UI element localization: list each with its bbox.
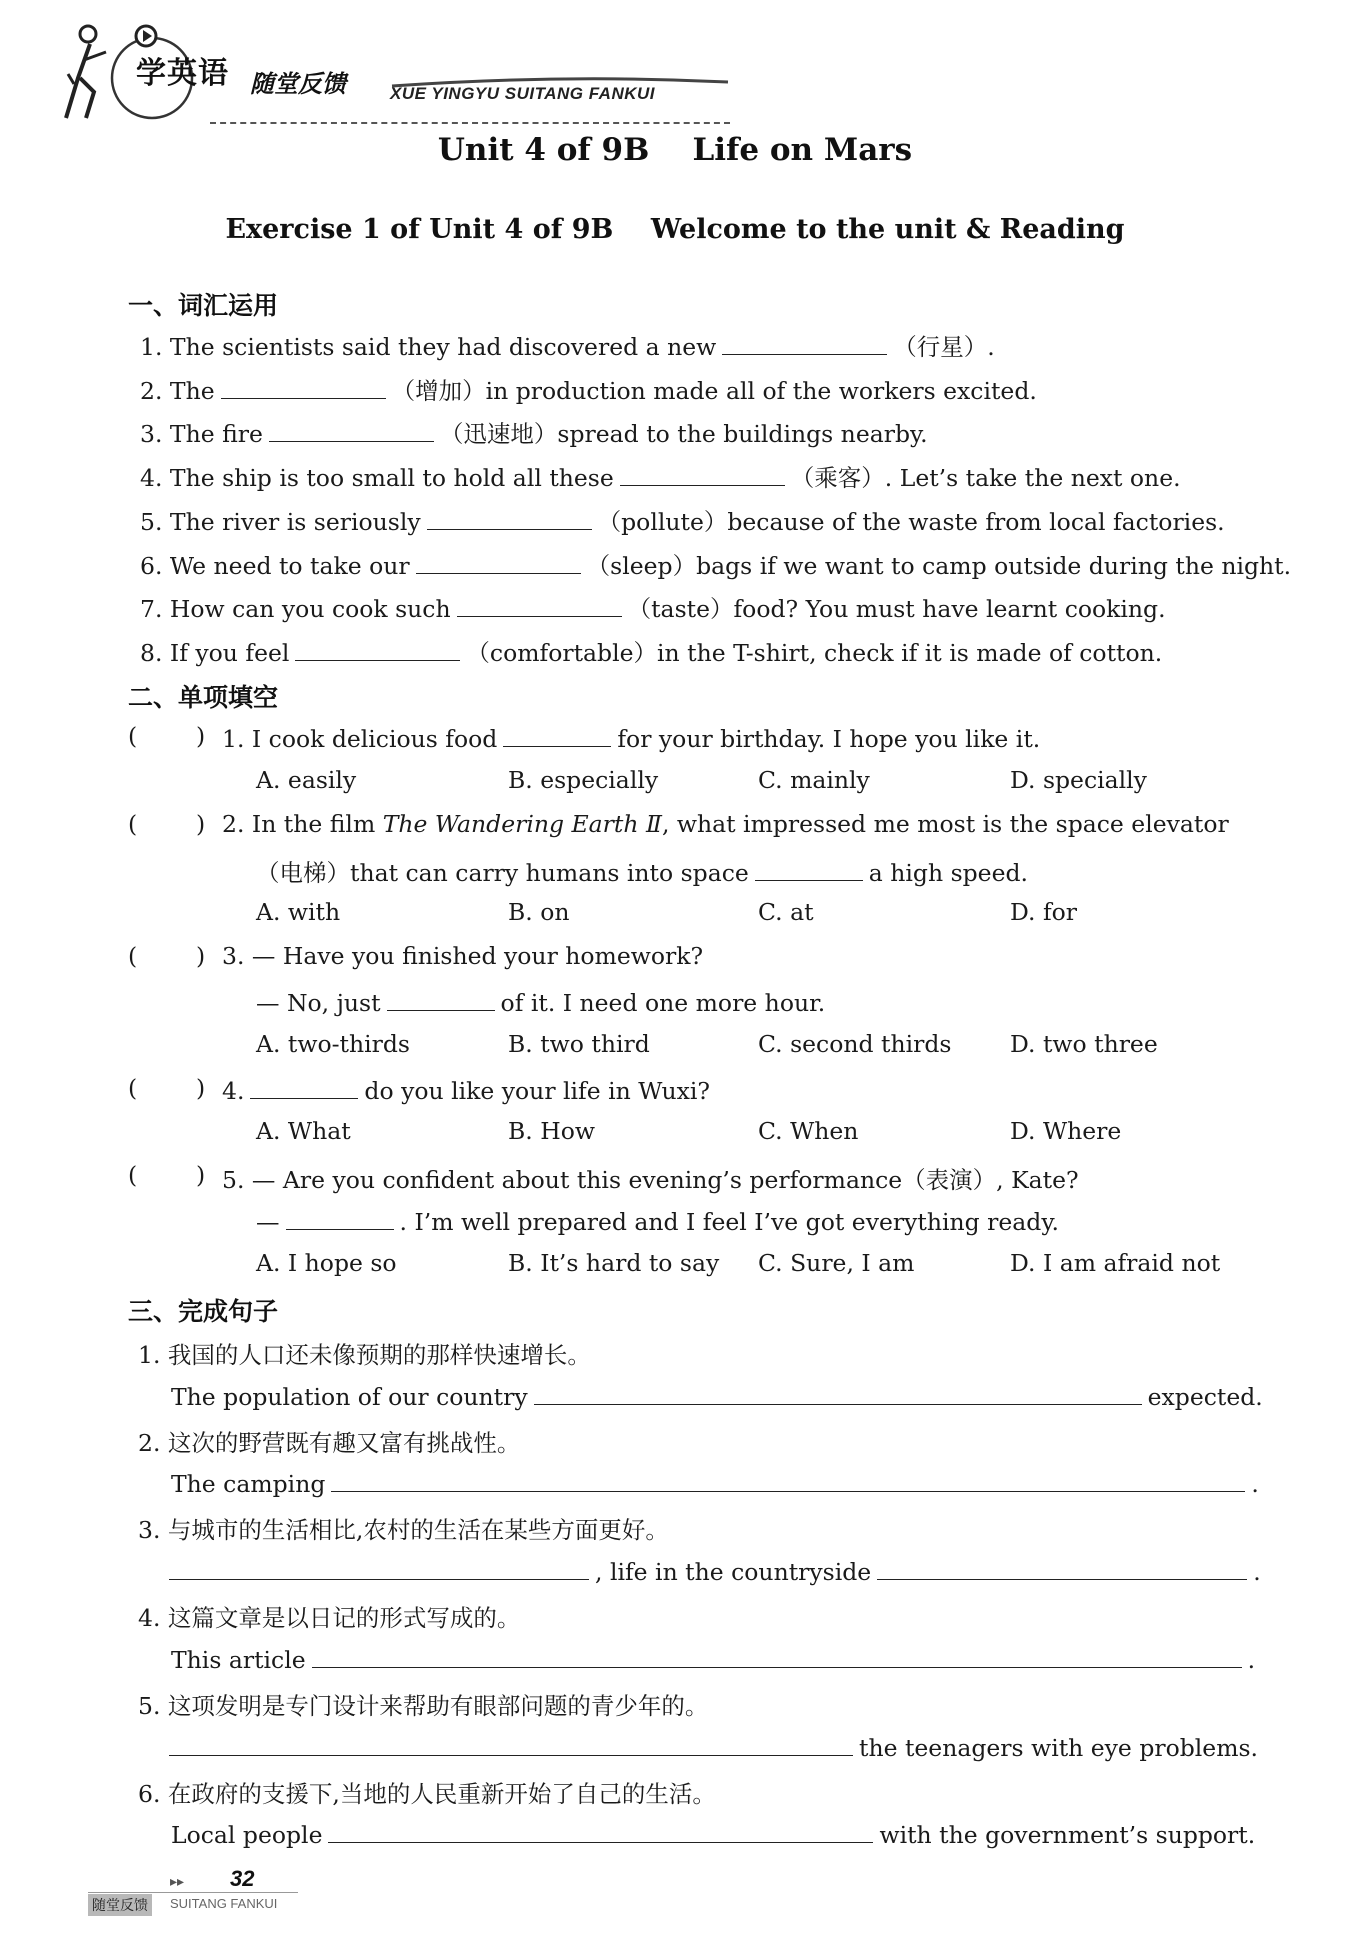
mc-question-1: 1. I cook delicious food for your birthday. I hope you like it. bbox=[222, 722, 1040, 753]
answer-blank[interactable] bbox=[169, 1555, 589, 1580]
vocab-item: 8. If you feel （comfortable）in the T-shirt, check if it is made of cotton. bbox=[140, 634, 1162, 668]
mc-question-2-continued: （电梯）that can carry humans into space a high speed. bbox=[256, 854, 1028, 888]
option-a[interactable]: A. easily bbox=[256, 766, 357, 794]
option-c[interactable]: C. second thirds bbox=[758, 1030, 952, 1058]
answer-paren-open: ( bbox=[128, 1161, 138, 1189]
answer-blank[interactable] bbox=[269, 417, 434, 442]
unit-title: Unit 4 of 9B Life on Mars bbox=[437, 132, 913, 168]
mc-question-5-reply: — . I’m well prepared and I feel I’ve got everything ready. bbox=[256, 1205, 1059, 1236]
translation-answer-line: Local people with the government’s support. bbox=[171, 1818, 1255, 1849]
translation-answer-line: the teenagers with eye problems. bbox=[165, 1731, 1258, 1762]
answer-blank[interactable] bbox=[755, 856, 863, 881]
vocab-item: 5. The river is seriously （pollute）because of the waste from local factories. bbox=[140, 503, 1225, 537]
answer-blank[interactable] bbox=[169, 1731, 853, 1756]
option-a[interactable]: A. I hope so bbox=[256, 1249, 397, 1277]
page-arrow-icon: ▸▸ bbox=[170, 1874, 185, 1890]
vocab-item: 6. We need to take our （sleep）bags if we want to camp outside during the night. bbox=[140, 547, 1291, 581]
translation-answer-line: This article . bbox=[171, 1643, 1255, 1674]
translation-prompt: 6. 在政府的支援下,当地的人民重新开始了自己的生活。 bbox=[138, 1780, 716, 1808]
option-c[interactable]: C. at bbox=[758, 898, 814, 926]
answer-blank[interactable] bbox=[328, 1818, 873, 1843]
option-d[interactable]: D. specially bbox=[1010, 766, 1147, 794]
translation-prompt: 3. 与城市的生活相比,农村的生活在某些方面更好。 bbox=[138, 1516, 669, 1544]
option-d[interactable]: D. I am afraid not bbox=[1010, 1249, 1221, 1277]
answer-paren-open: ( bbox=[128, 1074, 138, 1102]
header-banner bbox=[60, 18, 700, 128]
translation-answer-line: , life in the countryside . bbox=[165, 1555, 1261, 1586]
mc-question-3: 3. — Have you finished your homework? bbox=[222, 942, 704, 970]
answer-blank[interactable] bbox=[286, 1205, 394, 1230]
brand-chinese-subtitle: 随堂反馈 bbox=[250, 70, 346, 98]
answer-paren-close: ) bbox=[196, 722, 206, 750]
answer-paren-close: ) bbox=[196, 810, 206, 838]
translation-prompt: 5. 这项发明是专门设计来帮助有眼部问题的青少年的。 bbox=[138, 1692, 709, 1720]
answer-blank[interactable] bbox=[312, 1643, 1242, 1668]
answer-blank[interactable] bbox=[457, 592, 622, 617]
option-a[interactable]: A. with bbox=[256, 898, 341, 926]
answer-paren-close: ) bbox=[196, 1074, 206, 1102]
section-vocabulary-heading: 一、词汇运用 bbox=[128, 291, 279, 320]
option-b[interactable]: B. especially bbox=[508, 766, 659, 794]
answer-blank[interactable] bbox=[387, 986, 495, 1011]
option-a[interactable]: A. What bbox=[256, 1117, 351, 1145]
exercise-title: Exercise 1 of Unit 4 of 9B Welcome to the unit & Reading bbox=[225, 214, 1125, 245]
answer-blank[interactable] bbox=[503, 722, 611, 747]
brand-pinyin: XUE YINGYU SUITANG FANKUI bbox=[390, 84, 656, 103]
answer-blank[interactable] bbox=[331, 1467, 1245, 1492]
answer-blank[interactable] bbox=[295, 636, 460, 661]
vocab-item: 7. How can you cook such （taste）food? You must have learnt cooking. bbox=[140, 590, 1166, 624]
option-c[interactable]: C. When bbox=[758, 1117, 859, 1145]
mc-question-2: 2. In the film The Wandering Earth Ⅱ, what impressed me most is the space elevator bbox=[222, 810, 1229, 838]
translation-answer-line: The population of our country expected. bbox=[171, 1380, 1263, 1411]
answer-blank[interactable] bbox=[877, 1555, 1247, 1580]
footer-label-chinese: 随堂反馈 bbox=[88, 1894, 152, 1916]
brush-stroke-decoration bbox=[390, 76, 730, 90]
answer-blank[interactable] bbox=[620, 461, 785, 486]
answer-paren-close: ) bbox=[196, 942, 206, 970]
vocab-item: 4. The ship is too small to hold all these （乘客）. Let’s take the next one. bbox=[140, 459, 1181, 493]
translation-prompt: 2. 这次的野营既有趣又富有挑战性。 bbox=[138, 1429, 521, 1457]
mc-question-5: 5. — Are you confident about this evening’s performance（表演）, Kate? bbox=[222, 1166, 1079, 1194]
translation-answer-line: The camping . bbox=[171, 1467, 1259, 1498]
section-complete-sentences-heading: 三、完成句子 bbox=[128, 1297, 279, 1326]
mc-question-4: 4. do you like your life in Wuxi? bbox=[222, 1074, 710, 1105]
vocab-item: 2. The （增加）in production made all of the workers excited. bbox=[140, 372, 1037, 406]
translation-prompt: 1. 我国的人口还未像预期的那样快速增长。 bbox=[138, 1341, 591, 1369]
option-b[interactable]: B. It’s hard to say bbox=[508, 1249, 720, 1277]
mc-question-3-reply: — No, just of it. I need one more hour. bbox=[256, 986, 825, 1017]
footer-rule bbox=[88, 1892, 298, 1893]
answer-paren-close: ) bbox=[196, 1161, 206, 1189]
option-c[interactable]: C. mainly bbox=[758, 766, 870, 794]
page-number: 32 bbox=[230, 1866, 255, 1891]
header-dashed-rule bbox=[210, 122, 730, 124]
option-a[interactable]: A. two-thirds bbox=[256, 1030, 410, 1058]
answer-blank[interactable] bbox=[221, 374, 386, 399]
option-d[interactable]: D. two three bbox=[1010, 1030, 1158, 1058]
option-b[interactable]: B. two third bbox=[508, 1030, 650, 1058]
answer-blank[interactable] bbox=[722, 330, 887, 355]
option-b[interactable]: B. on bbox=[508, 898, 570, 926]
translation-prompt: 4. 这篇文章是以日记的形式写成的。 bbox=[138, 1604, 521, 1632]
option-d[interactable]: D. for bbox=[1010, 898, 1078, 926]
vocab-item: 1. The scientists said they had discovered a new （行星）. bbox=[140, 328, 995, 362]
answer-paren-open: ( bbox=[128, 722, 138, 750]
section-multiple-choice-heading: 二、单项填空 bbox=[128, 683, 279, 712]
answer-blank[interactable] bbox=[250, 1074, 358, 1099]
film-title: The Wandering Earth Ⅱ bbox=[382, 810, 662, 838]
answer-blank[interactable] bbox=[427, 505, 592, 530]
footer-label-pinyin: SUITANG FANKUI bbox=[170, 1896, 278, 1911]
answer-blank[interactable] bbox=[534, 1380, 1142, 1405]
answer-paren-open: ( bbox=[128, 942, 138, 970]
option-c[interactable]: C. Sure, I am bbox=[758, 1249, 915, 1277]
option-d[interactable]: D. Where bbox=[1010, 1117, 1122, 1145]
vocab-item: 3. The fire （迅速地）spread to the buildings nearby. bbox=[140, 415, 928, 449]
option-b[interactable]: B. How bbox=[508, 1117, 595, 1145]
answer-paren-open: ( bbox=[128, 810, 138, 838]
answer-blank[interactable] bbox=[416, 549, 581, 574]
brand-chinese: 学英语 bbox=[136, 56, 229, 91]
